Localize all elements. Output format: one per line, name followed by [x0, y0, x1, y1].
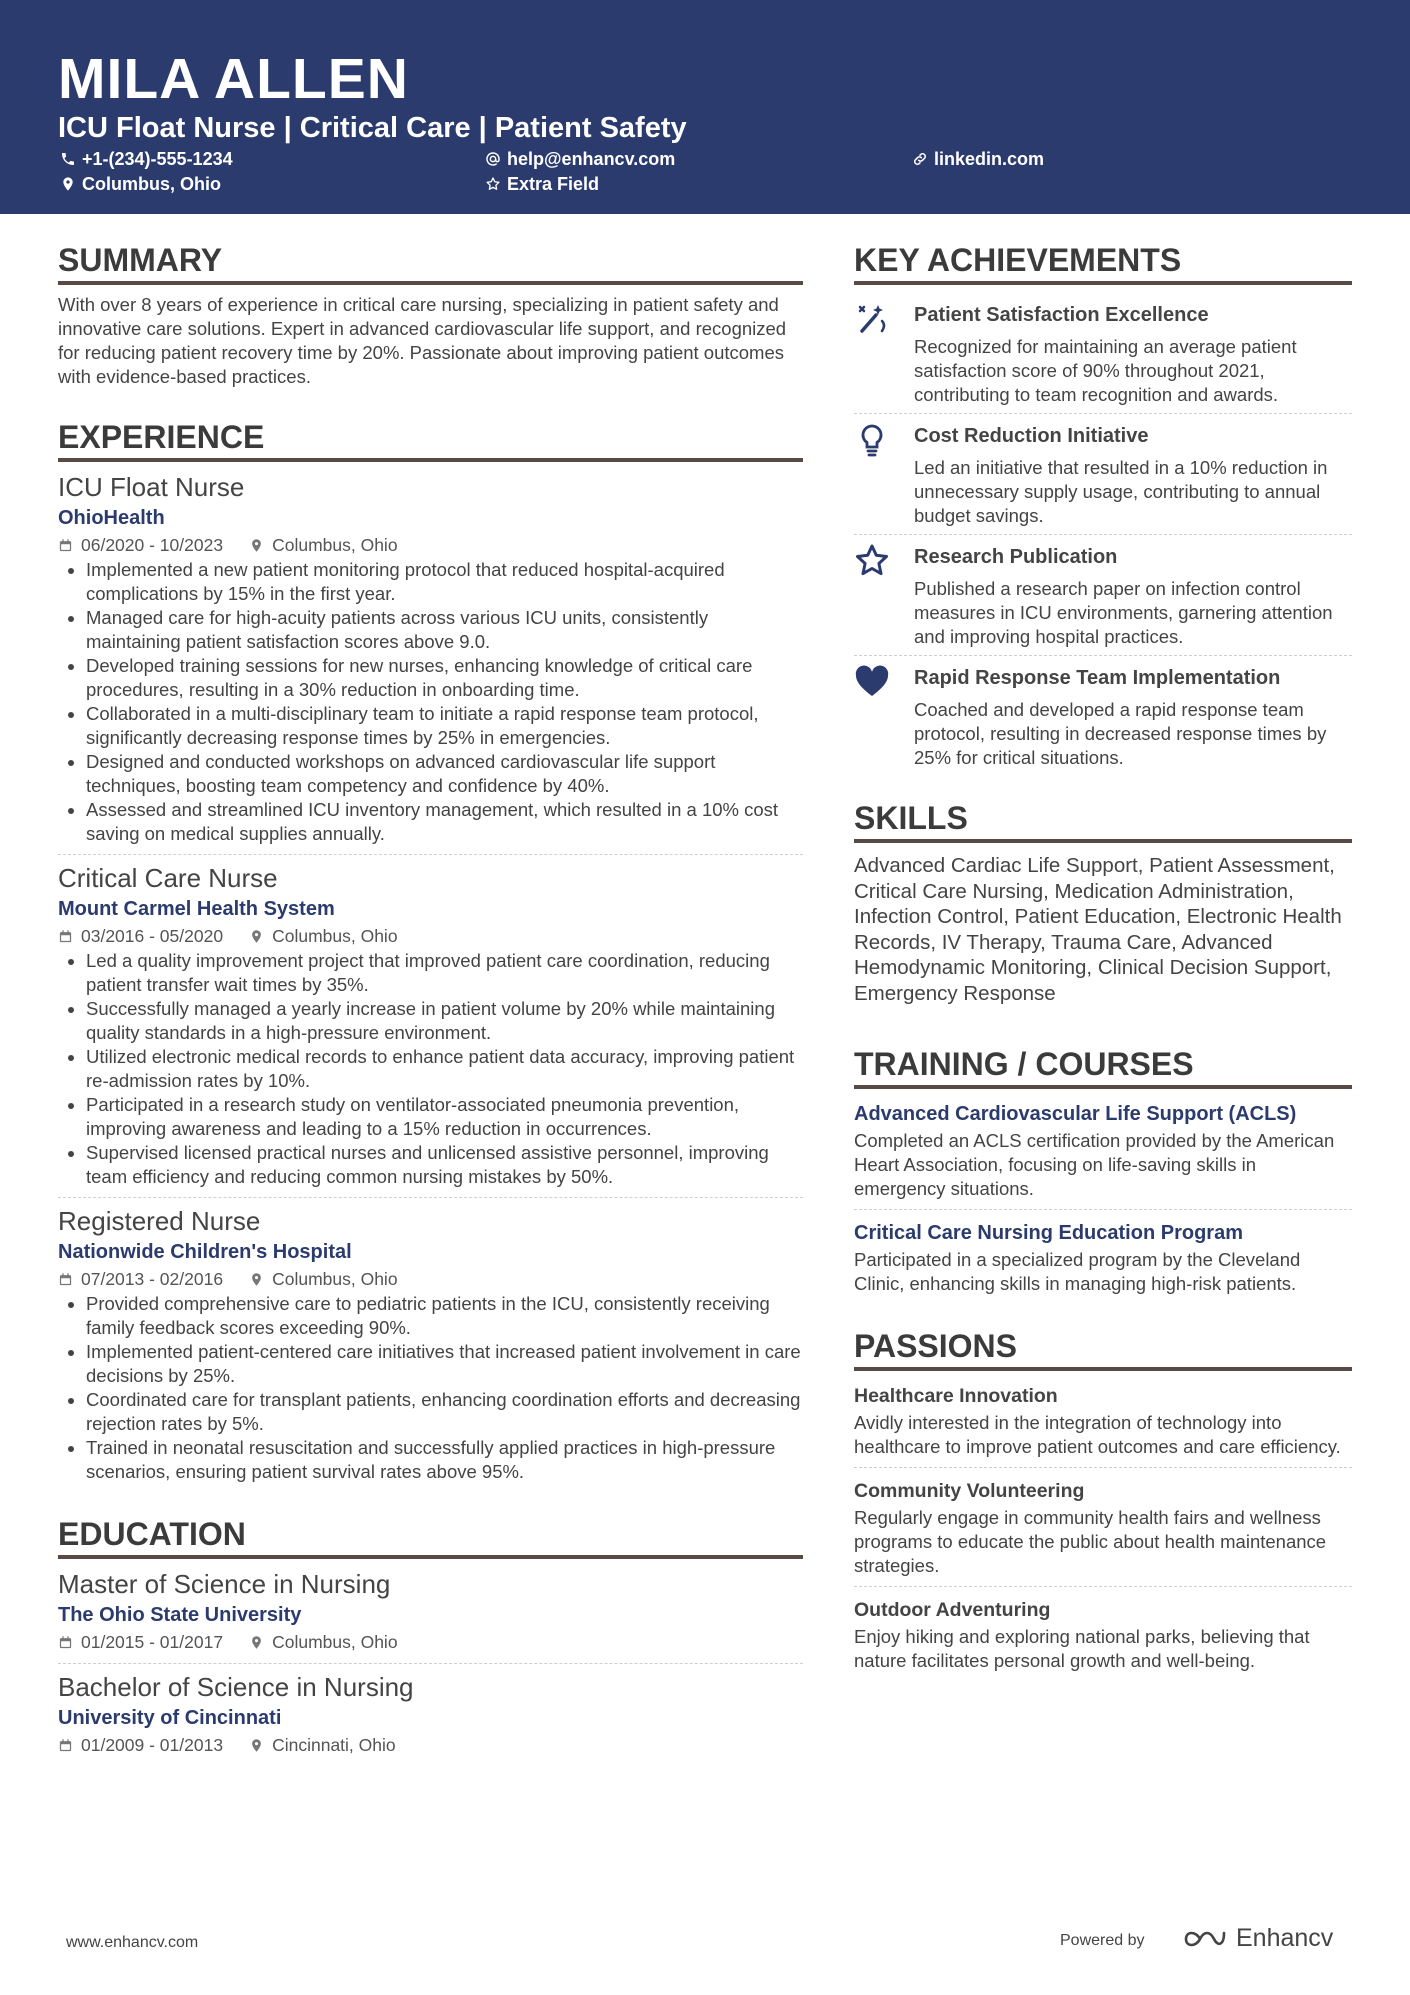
achievements-heading: KEY ACHIEVEMENTS: [854, 240, 1352, 285]
experience-entry: [58, 1204, 803, 1492]
achievement-title: Cost Reduction Initiative: [914, 425, 1149, 447]
calendar-icon: [58, 929, 73, 944]
company-name: Mount Carmel Health System: [58, 898, 335, 920]
achievement-item: [854, 656, 1352, 776]
bullet-item: • Collaborated in a multi-disciplinary team to initiate a rapid response team protocol, significantly decreasing response times by 25% in emergencies.: [86, 702, 803, 750]
contact-location: [60, 172, 221, 196]
right-column: [854, 240, 1352, 1687]
job-location: Columbus, Ohio: [272, 926, 398, 946]
link-icon: [912, 151, 928, 167]
achievement-title: Rapid Response Team Implementation: [914, 667, 1281, 689]
experience-heading: EXPERIENCE: [58, 417, 803, 462]
achievement-item: [854, 414, 1352, 535]
achievement-item: [854, 293, 1352, 414]
experience-entry: [58, 861, 803, 1198]
education-heading: EDUCATION: [58, 1514, 803, 1559]
location-pin-icon: [249, 538, 264, 553]
job-dates: 07/2013 - 02/2016: [81, 1269, 224, 1289]
job-meta: [58, 532, 803, 558]
calendar-icon: [58, 538, 73, 553]
job-meta: [58, 923, 803, 949]
bullet-item: • Led a quality improvement project that improved patient care coordination, reducing patient transfer wait times by 35%.: [86, 949, 803, 997]
summary-heading: SUMMARY: [58, 240, 803, 285]
company-name: OhioHealth: [58, 507, 165, 529]
achievement-icon-wrap: [854, 301, 914, 407]
achievement-desc: Recognized for maintaining an average patient satisfaction score of 90% throughout 2021, contributing to team recognition and awards.: [914, 336, 1297, 405]
course-item: [854, 1097, 1352, 1210]
education-meta: [58, 1732, 803, 1758]
bullet-item: • Coordinated care for transplant patients, enhancing coordination efforts and decreasing rejection rates by 5%.: [86, 1388, 803, 1436]
enhancv-logo-icon: [1180, 1925, 1228, 1953]
achievement-desc: Published a research paper on infection control measures in ICU environments, garnering attention and improving hospital practices.: [914, 578, 1333, 647]
email-text[interactable]: help@enhancv.com: [507, 149, 676, 169]
achievement-icon-wrap: [854, 422, 914, 528]
job-dates: 06/2020 - 10/2023: [81, 535, 224, 555]
job-location: Columbus, Ohio: [272, 1269, 398, 1289]
passion-title: Community Volunteering: [854, 1480, 1085, 1502]
candidate-name: MILA ALLEN: [58, 47, 409, 111]
job-title: ICU Float Nurse: [58, 472, 245, 502]
bullet-item: • Designed and conducted workshops on advanced cardiovascular life support techniques, boosting team competency and confidence by 40%.: [86, 750, 803, 798]
job-title: Critical Care Nurse: [58, 863, 278, 893]
school-name: The Ohio State University: [58, 1604, 302, 1626]
location-pin-icon: [249, 1635, 264, 1650]
phone-icon: [60, 151, 76, 167]
location-pin-icon: [60, 176, 76, 192]
education-entry: [58, 1567, 803, 1664]
bullet-item: • Trained in neonatal resuscitation and successfully applied practices in high-pressure scenarios, ensuring patient survival rates above 95%.: [86, 1436, 803, 1484]
bullet-item: • Managed care for high-acuity patients across various ICU units, consistently maintaining patient satisfaction scores above 9.0.: [86, 606, 803, 654]
degree-title: Master of Science in Nursing: [58, 1569, 391, 1599]
calendar-icon: [58, 1272, 73, 1287]
lightbulb-icon: [854, 422, 890, 458]
school-name: University of Cincinnati: [58, 1707, 282, 1729]
bullet-item: • Implemented patient-centered care initiatives that increased patient involvement in care decisions by 25%.: [86, 1340, 803, 1388]
achievement-title: Research Publication: [914, 546, 1118, 568]
degree-title: Bachelor of Science in Nursing: [58, 1672, 414, 1702]
contact-extra: [485, 172, 599, 196]
contact-email: [485, 147, 675, 171]
achievement-icon-wrap: [854, 664, 914, 770]
calendar-icon: [58, 1635, 73, 1650]
contact-phone: [60, 147, 233, 171]
passion-title: Healthcare Innovation: [854, 1385, 1058, 1407]
education-dates: 01/2009 - 01/2013: [81, 1735, 224, 1755]
job-bullets: [58, 558, 803, 846]
footer-url[interactable]: www.enhancv.com: [66, 1934, 199, 1951]
heart-icon: [854, 664, 890, 700]
star-outline-icon: [485, 176, 501, 192]
star-icon: [854, 543, 890, 579]
magic-wand-icon: [854, 301, 890, 337]
training-heading: TRAINING / COURSES: [854, 1044, 1352, 1089]
company-name: Nationwide Children's Hospital: [58, 1241, 352, 1263]
at-icon: [485, 151, 501, 167]
passion-desc: Regularly engage in community health fairs and wellness programs to educate the public about health maintenance strategies.: [854, 1507, 1327, 1576]
passion-item: [854, 1474, 1352, 1587]
education-meta: [58, 1629, 803, 1655]
education-location: Columbus, Ohio: [272, 1632, 398, 1652]
passion-item: [854, 1379, 1352, 1468]
education-dates: 01/2015 - 01/2017: [81, 1632, 224, 1652]
passion-desc: Avidly interested in the integration of technology into healthcare to improve patient outcomes and care efficiency.: [854, 1412, 1341, 1457]
course-title: Advanced Cardiovascular Life Support (ACLS): [854, 1103, 1297, 1125]
resume-header: [0, 0, 1410, 214]
phone-text[interactable]: +1-(234)-555-1234: [82, 149, 233, 169]
bullet-item: • Assessed and streamlined ICU inventory management, which resulted in a 10% cost saving on medical supplies annually.: [86, 798, 803, 846]
achievement-desc: Led an initiative that resulted in a 10% reduction in unnecessary supply usage, contributing to annual budget savings.: [914, 457, 1328, 526]
achievement-icon-wrap: [854, 543, 914, 649]
achievement-item: [854, 535, 1352, 656]
footer-powered-by: Powered by: [1060, 1932, 1145, 1949]
left-column: [58, 240, 803, 1766]
achievement-desc: Coached and developed a rapid response team protocol, resulting in decreased response times by 25% for critical situations.: [914, 699, 1327, 768]
job-dates: 03/2016 - 05/2020: [81, 926, 224, 946]
education-location: Cincinnati, Ohio: [272, 1735, 396, 1755]
job-location: Columbus, Ohio: [272, 535, 398, 555]
calendar-icon: [58, 1738, 73, 1753]
job-meta: [58, 1266, 803, 1292]
course-desc: Participated in a specialized program by the Cleveland Clinic, enhancing skills in managing high-risk patients.: [854, 1249, 1301, 1294]
achievement-title: Patient Satisfaction Excellence: [914, 304, 1209, 326]
bullet-item: • Supervised licensed practical nurses and unlicensed assistive personnel, improving team efficiency and reducing common nursing mistakes by 50%.: [86, 1141, 803, 1189]
enhancv-logo[interactable]: [1180, 1924, 1333, 1953]
passion-desc: Enjoy hiking and exploring national parks, believing that nature facilitates personal growth and well-being.: [854, 1626, 1310, 1671]
location-text: Columbus, Ohio: [82, 174, 221, 194]
location-pin-icon: [249, 1738, 264, 1753]
experience-entry: [58, 470, 803, 855]
bullet-item: • Utilized electronic medical records to enhance patient data accuracy, improving patient re-admission rates by 10%.: [86, 1045, 803, 1093]
course-title: Critical Care Nursing Education Program: [854, 1222, 1243, 1244]
location-pin-icon: [249, 1272, 264, 1287]
bullet-item: • Provided comprehensive care to pediatric patients in the ICU, consistently receiving family feedback scores exceeding 90%.: [86, 1292, 803, 1340]
enhancv-logo-text: Enhancv: [1236, 1924, 1334, 1952]
course-item: [854, 1216, 1352, 1304]
job-bullets: [58, 949, 803, 1189]
summary-text: With over 8 years of experience in critical care nursing, specializing in patient safety and innovative care solutions. Expert in advanced cardiovascular life support, and recognized for reducing patient recovery time by 20%. Passionate about improving patient outcomes with evidence-based practices.: [58, 294, 787, 387]
location-pin-icon: [249, 929, 264, 944]
linkedin-text[interactable]: linkedin.com: [934, 149, 1045, 169]
passions-heading: PASSIONS: [854, 1326, 1352, 1371]
candidate-title: ICU Float Nurse | Critical Care | Patient Safety: [58, 112, 687, 144]
contact-linkedin: [912, 147, 1044, 171]
course-desc: Completed an ACLS certification provided by the American Heart Association, focusing on life-saving skills in emergency situations.: [854, 1130, 1335, 1199]
bullet-item: • Developed training sessions for new nurses, enhancing knowledge of critical care procedures, resulting in a 30% reduction in onboarding time.: [86, 654, 803, 702]
passion-item: [854, 1593, 1352, 1681]
job-bullets: [58, 1292, 803, 1484]
skills-text: Advanced Cardiac Life Support, Patient Assessment, Critical Care Nursing, Medication Administration, Infection Control, Patient Education, Electronic Health Records, IV Therapy, Trauma Care, Advanced Hemodynamic Monitoring, Clinical Decision Support, Emergency Response: [854, 854, 1342, 1005]
bullet-item: • Implemented a new patient monitoring protocol that reduced hospital-acquired complications by 15% in the first year.: [86, 558, 803, 606]
education-entry: [58, 1670, 803, 1766]
bullet-item: • Successfully managed a yearly increase in patient volume by 20% while maintaining quality standards in a high-pressure environment.: [86, 997, 803, 1045]
extra-text: Extra Field: [507, 174, 600, 194]
skills-heading: SKILLS: [854, 798, 1352, 843]
passion-title: Outdoor Adventuring: [854, 1599, 1051, 1621]
bullet-item: • Participated in a research study on ventilator-associated pneumonia prevention, improving awareness and leading to a 15% reduction in occurrences.: [86, 1093, 803, 1141]
job-title: Registered Nurse: [58, 1206, 261, 1236]
